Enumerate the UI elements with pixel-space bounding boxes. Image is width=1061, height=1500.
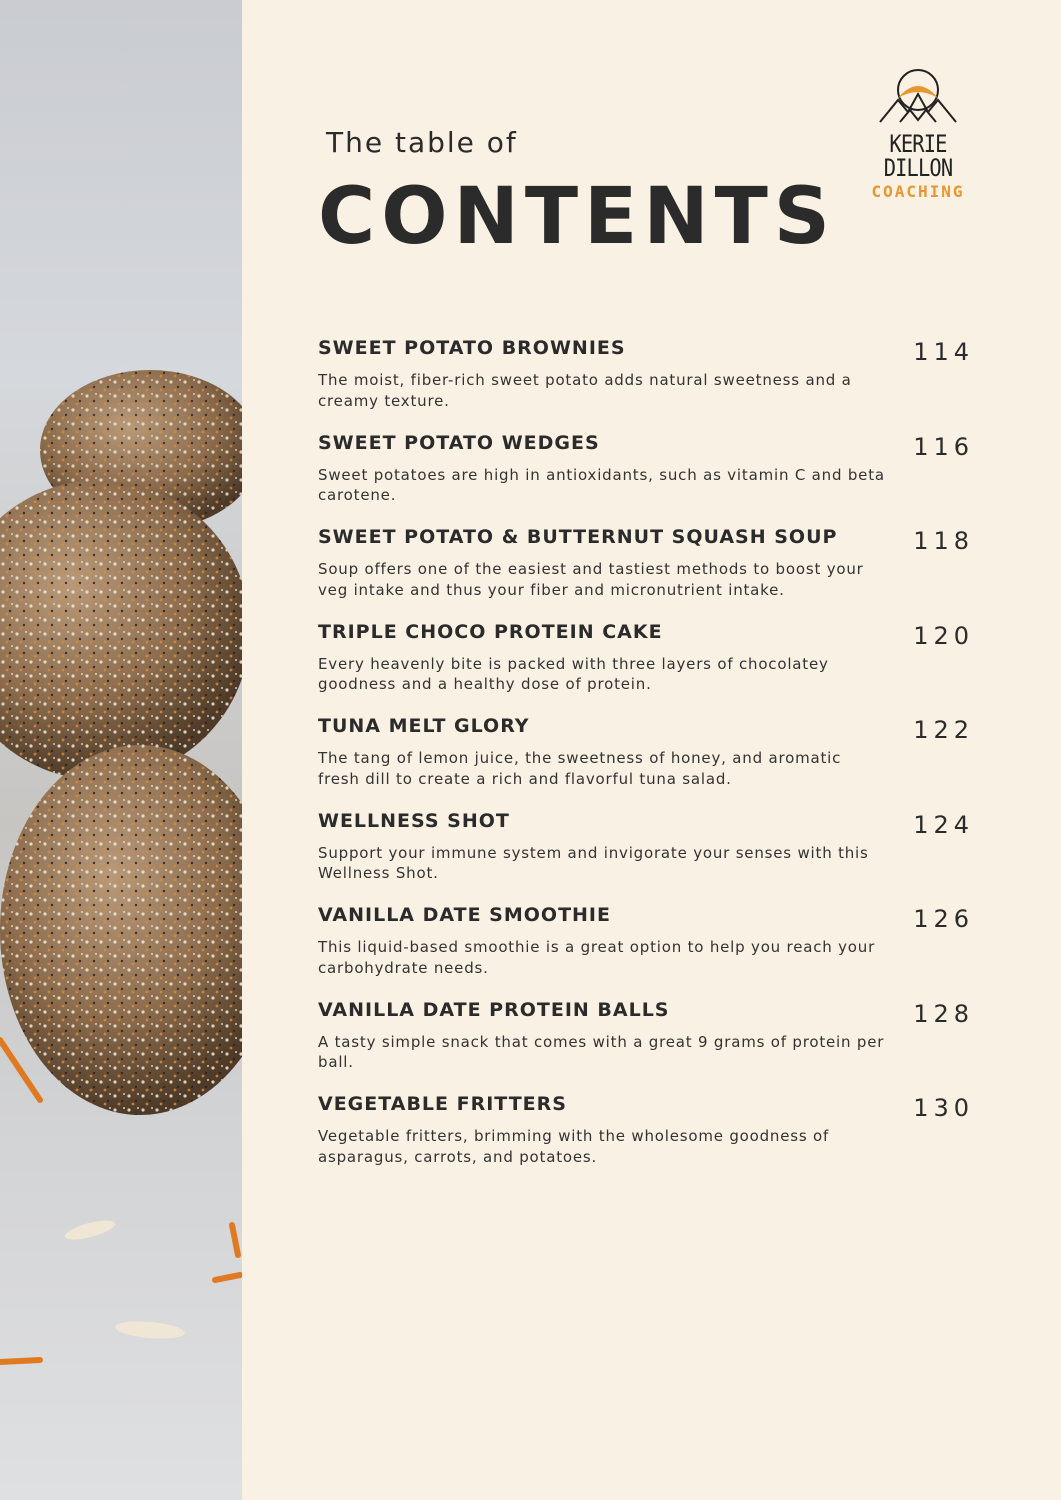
toc-entry[interactable]: [318, 525, 988, 620]
brand-name: KERIE DILLON: [883, 130, 953, 182]
entry-page-number: 124: [913, 810, 974, 839]
entry-page-number: 120: [913, 621, 974, 650]
entry-page-number: 114: [913, 338, 974, 366]
entry-title: SWEET POTATO WEDGES: [318, 431, 600, 454]
entry-page-number: 118: [913, 527, 974, 555]
toc-entry[interactable]: [318, 431, 988, 526]
entry-description: Vegetable fritters, brimming with the wholesome goodness of asparagus, carrots, and potatoes.: [318, 1127, 830, 1166]
entry-description: Support your immune system and invigorate your senses with this Wellness Shot.: [318, 843, 869, 882]
entry-page-number: 128: [913, 999, 974, 1028]
entry-description: The tang of lemon juice, the sweetness of honey, and aromatic fresh dill to create a rich and flavorful tuna salad.: [318, 749, 842, 788]
entry-description: Soup offers one of the easiest and tastiest methods to boost your veg intake and thus your fiber and micronutrient intake.: [318, 560, 864, 599]
entry-description: A tasty simple snack that comes with a great 9 grams of protein per ball.: [318, 1032, 885, 1071]
toc-entry[interactable]: [318, 336, 988, 431]
toc-subtitle: The table of: [326, 126, 518, 159]
toc-list: [318, 336, 988, 1187]
entry-description: Every heavenly bite is packed with three layers of chocolatey goodness and a healthy dose of protein.: [318, 654, 829, 693]
entry-description: This liquid-based smoothie is a great option to help you reach your carbohydrate needs.: [318, 938, 876, 977]
entry-description: The moist, fiber-rich sweet potato adds natural sweetness and a creamy texture.: [318, 371, 852, 410]
brand-logo: [850, 66, 986, 201]
toc-entry[interactable]: [318, 809, 988, 904]
protein-balls-photo: [0, 0, 242, 1500]
entry-title: VEGETABLE FRITTERS: [318, 1093, 567, 1115]
entry-description: Sweet potatoes are high in antioxidants, such as vitamin C and beta carotene.: [318, 465, 885, 504]
toc-entry[interactable]: [318, 903, 988, 998]
entry-title: VANILLA DATE PROTEIN BALLS: [318, 998, 670, 1021]
entry-title: VANILLA DATE SMOOTHIE: [318, 904, 611, 926]
entry-page-number: 116: [913, 432, 974, 461]
toc-entry[interactable]: [318, 620, 988, 715]
entry-page-number: 126: [913, 905, 974, 933]
entry-title: SWEET POTATO BROWNIES: [318, 337, 626, 359]
entry-page-number: 122: [913, 716, 974, 744]
toc-entry[interactable]: [318, 714, 988, 809]
entry-title: SWEET POTATO & BUTTERNUT SQUASH SOUP: [318, 526, 838, 548]
entry-title: WELLNESS SHOT: [318, 809, 510, 832]
brand-tagline: COACHING: [871, 182, 965, 201]
toc-entry[interactable]: [318, 1092, 988, 1187]
entry-page-number: 130: [913, 1094, 974, 1122]
mountain-sun-icon: [878, 66, 958, 130]
entry-title: TUNA MELT GLORY: [318, 715, 530, 737]
toc-title: CONTENTS: [318, 172, 836, 262]
entry-title: TRIPLE CHOCO PROTEIN CAKE: [318, 620, 663, 643]
toc-entry[interactable]: [318, 998, 988, 1093]
